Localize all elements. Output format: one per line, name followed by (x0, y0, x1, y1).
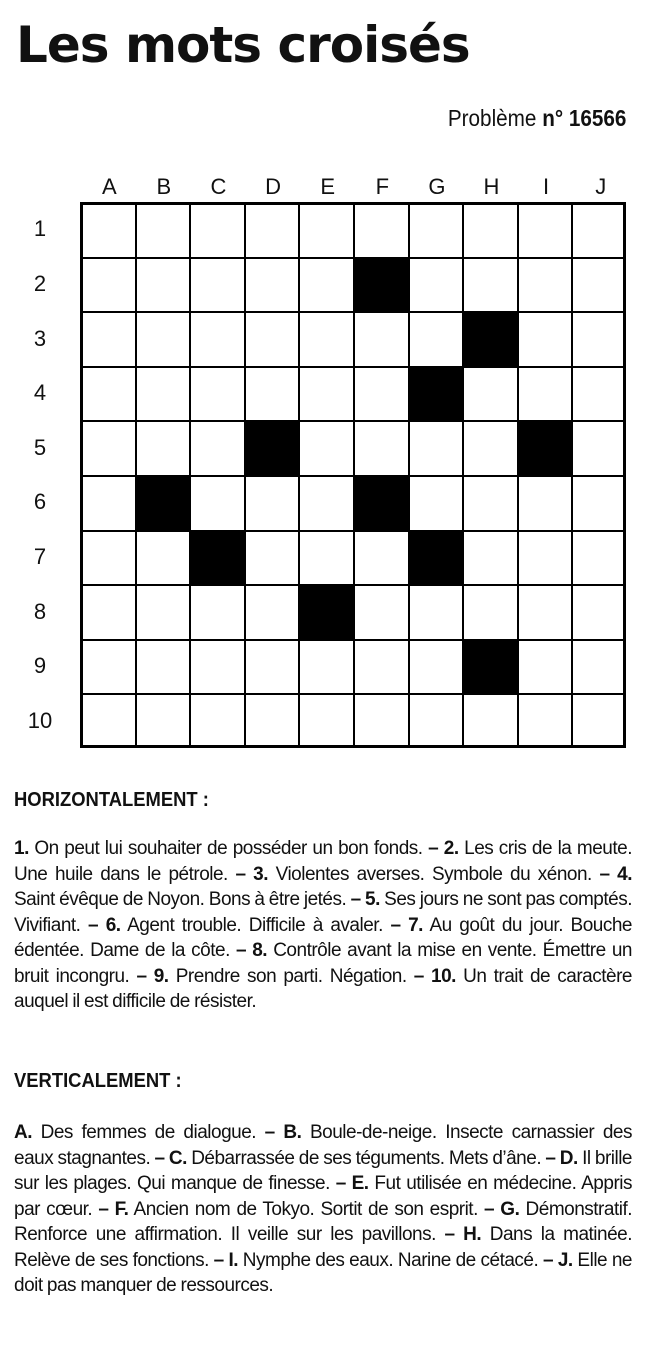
horizontal-heading: HORIZONTALEMENT : (14, 789, 209, 811)
problem-number-value: 16566 (568, 105, 626, 131)
grid-cell-J7 (571, 530, 626, 585)
horizontal-clue-number: – 3. (235, 863, 269, 885)
grid-cell-B10 (135, 693, 190, 748)
row-label: 7 (33, 543, 47, 569)
grid-cell-D3 (244, 311, 299, 366)
grid-cell-I3 (517, 311, 572, 366)
horizontal-clues (14, 836, 632, 1015)
grid-cell-H1 (462, 202, 517, 257)
problem-number (447, 104, 626, 132)
horizontal-clue-text: Ses jours ne sont pas comptés. Vivifiant. (14, 889, 632, 936)
grid-cell-D10 (244, 693, 299, 748)
crossword-grid (80, 202, 628, 750)
grid-cell-E4 (298, 366, 353, 421)
horizontal-clue-number: – 7. (390, 914, 423, 936)
grid-line-vertical (571, 202, 573, 748)
grid-cell-A2 (80, 257, 135, 312)
grid-cell-E2 (298, 257, 353, 312)
grid-cell-H5 (462, 420, 517, 475)
column-label: B (156, 174, 172, 199)
horizontal-clue-text: Violentes averses. Symbole du xénon. (268, 863, 600, 885)
horizontal-clue-number: – 8. (236, 940, 268, 961)
grid-cell-H2 (462, 257, 517, 312)
grid-line-horizontal (80, 530, 626, 532)
grid-cell-C2 (189, 257, 244, 312)
grid-line-vertical (623, 202, 626, 748)
grid-cell-E8 (298, 584, 353, 639)
column-label: G (428, 174, 446, 199)
grid-cell-H4 (462, 366, 517, 421)
grid-cell-D8 (244, 584, 299, 639)
grid-cell-D6 (244, 475, 299, 530)
horizontal-clue-number: – 10. (413, 965, 456, 987)
grid-line-horizontal (80, 639, 626, 641)
grid-cell-B4 (135, 366, 190, 421)
vertical-clue-text: Ancien nom de Tokyo. Sortit de son esprit. (128, 1198, 485, 1220)
problem-number-prefix: n° (541, 105, 563, 131)
grid-line-horizontal (80, 693, 626, 695)
grid-cell-E7 (298, 530, 353, 585)
grid-cell-G6 (408, 475, 463, 530)
grid-cell-E6 (298, 475, 353, 530)
vertical-clue-number: – B. (264, 1122, 302, 1143)
row-label: 5 (33, 434, 47, 460)
grid-cell-G3 (408, 311, 463, 366)
row-label: 3 (33, 325, 47, 351)
vertical-clue-number: A. (14, 1122, 32, 1143)
grid-cell-D5 (244, 420, 299, 475)
problem-label: Problème (447, 105, 536, 131)
vertical-clue-text: Nymphe des eaux. Narine de cétacé. (238, 1249, 544, 1271)
vertical-clues (14, 1120, 632, 1299)
grid-cell-H6 (462, 475, 517, 530)
grid-cell-H7 (462, 530, 517, 585)
grid-cell-I5 (517, 420, 572, 475)
vertical-clue-text: Dans la matinée. Relève de ses fonctions. (14, 1224, 632, 1271)
vertical-clue-text: Des femmes de dialogue. (32, 1122, 265, 1143)
grid-cell-A9 (80, 639, 135, 694)
horizontal-clue-text: Prendre son parti. Négation. (168, 965, 414, 987)
grid-cell-F5 (353, 420, 408, 475)
grid-cell-G9 (408, 639, 463, 694)
column-label: F (375, 174, 390, 199)
vertical-clue-text: Débarrassée de ses téguments. Mets d’âne. (186, 1147, 546, 1169)
grid-cell-B8 (135, 584, 190, 639)
grid-cell-C10 (189, 693, 244, 748)
grid-cell-E5 (298, 420, 353, 475)
grid-cell-G2 (408, 257, 463, 312)
column-label: C (210, 174, 227, 199)
grid-cell-D1 (244, 202, 299, 257)
grid-cell-J6 (571, 475, 626, 530)
grid-cell-H8 (462, 584, 517, 639)
grid-cell-F7 (353, 530, 408, 585)
vertical-clue-text: Boule-de-neige. Insecte carnassier des eaux stagnantes. (14, 1122, 632, 1169)
vertical-clue-number: – C. (154, 1147, 187, 1169)
vertical-clue-text: Elle ne doit pas manquer de ressources. (14, 1249, 632, 1296)
vertical-clue-number: – D. (545, 1147, 578, 1169)
grid-cell-I10 (517, 693, 572, 748)
grid-cell-C5 (189, 420, 244, 475)
horizontal-clue-number: – 4. (599, 863, 633, 885)
grid-cell-B7 (135, 530, 190, 585)
grid-cell-F2 (353, 257, 408, 312)
vertical-clue-number: – H. (444, 1224, 482, 1245)
grid-cell-F8 (353, 584, 408, 639)
grid-cell-F6 (353, 475, 408, 530)
row-label: 6 (33, 489, 47, 515)
grid-cell-G10 (408, 693, 463, 748)
vertical-clue-number: – I. (213, 1249, 239, 1271)
horizontal-clue-number: – 6. (88, 914, 121, 936)
vertical-heading: VERTICALEMENT : (14, 1070, 182, 1092)
grid-cell-C6 (189, 475, 244, 530)
grid-cell-I1 (517, 202, 572, 257)
grid-cell-E10 (298, 693, 353, 748)
grid-cell-J2 (571, 257, 626, 312)
column-label: I (543, 174, 550, 199)
row-label: 10 (27, 707, 53, 733)
grid-cell-F1 (353, 202, 408, 257)
grid-cell-F9 (353, 639, 408, 694)
grid-line-vertical (462, 202, 464, 748)
grid-line-horizontal (80, 584, 626, 586)
horizontal-clue-text: Au goût du jour. Bouche édentée. Dame de la côte. (14, 914, 632, 961)
grid-cell-J3 (571, 311, 626, 366)
grid-line-vertical (517, 202, 519, 748)
grid-line-vertical (408, 202, 410, 748)
grid-line-horizontal (80, 475, 626, 477)
grid-cell-J1 (571, 202, 626, 257)
grid-cell-J4 (571, 366, 626, 421)
grid-cell-J10 (571, 693, 626, 748)
grid-cell-A8 (80, 584, 135, 639)
column-label: H (483, 174, 500, 199)
column-label: D (265, 174, 282, 199)
grid-cell-J8 (571, 584, 626, 639)
grid-cell-C3 (189, 311, 244, 366)
grid-cell-I2 (517, 257, 572, 312)
column-label: A (101, 174, 117, 199)
grid-cell-D9 (244, 639, 299, 694)
grid-cell-A1 (80, 202, 135, 257)
horizontal-clue-number: – 2. (428, 838, 459, 859)
grid-cell-G5 (408, 420, 463, 475)
horizontal-clue-number: – 9. (136, 965, 169, 987)
grid-cell-E9 (298, 639, 353, 694)
grid-cell-F4 (353, 366, 408, 421)
horizontal-clue-text: On peut lui souhaiter de posséder un bon fonds. (28, 838, 429, 859)
grid-cell-A3 (80, 311, 135, 366)
horizontal-clue-text: Saint évêque de Noyon. Bons à être jetés. (14, 889, 351, 910)
page-title: Les mots croisés (16, 16, 470, 74)
grid-cell-G7 (408, 530, 463, 585)
grid-line-horizontal (80, 745, 626, 748)
horizontal-clue-text: Agent trouble. Difficile à avaler. (120, 914, 391, 936)
grid-cell-B6 (135, 475, 190, 530)
grid-cell-B1 (135, 202, 190, 257)
grid-cell-F10 (353, 693, 408, 748)
grid-cell-G1 (408, 202, 463, 257)
grid-cell-B9 (135, 639, 190, 694)
grid-cell-D2 (244, 257, 299, 312)
grid-cell-J9 (571, 639, 626, 694)
grid-cell-C8 (189, 584, 244, 639)
grid-cell-C4 (189, 366, 244, 421)
grid-cell-A6 (80, 475, 135, 530)
horizontal-clue-number: – 5. (350, 889, 380, 910)
grid-cell-I7 (517, 530, 572, 585)
vertical-clue-text: Démonstratif. Renforce une affirmation. Il veille sur les pavillons. (14, 1198, 633, 1245)
horizontal-clue-text: Les cris de la meute. Une huile dans le pétrole. (14, 838, 632, 885)
grid-cell-H3 (462, 311, 517, 366)
grid-cell-D7 (244, 530, 299, 585)
grid-cell-C9 (189, 639, 244, 694)
vertical-clue-number: – F. (98, 1198, 129, 1220)
row-label: 8 (33, 598, 47, 624)
grid-cell-B5 (135, 420, 190, 475)
row-label: 1 (33, 216, 47, 242)
vertical-clue-number: – E. (335, 1173, 369, 1194)
vertical-clue-number: – G. (484, 1198, 520, 1220)
grid-cell-H9 (462, 639, 517, 694)
grid-cell-I8 (517, 584, 572, 639)
grid-cell-F3 (353, 311, 408, 366)
grid-cell-B2 (135, 257, 190, 312)
row-label: 9 (33, 653, 47, 679)
grid-cell-D4 (244, 366, 299, 421)
horizontal-clue-number: 1. (14, 838, 29, 859)
horizontal-clue-text: Un trait de caractère auquel il est difficile de résister. (14, 965, 632, 1012)
row-label: 4 (33, 380, 47, 406)
vertical-clue-number: – J. (543, 1249, 573, 1271)
grid-cell-A10 (80, 693, 135, 748)
vertical-clue-text: Il brille sur les plages. Qui manque de finesse. (14, 1147, 632, 1194)
grid-cell-G8 (408, 584, 463, 639)
horizontal-clue-text: Contrôle avant la mise en vente. Émettre un bruit incongru. (14, 940, 632, 987)
grid-cell-H10 (462, 693, 517, 748)
grid-cell-I4 (517, 366, 572, 421)
column-label: E (320, 174, 336, 199)
grid-cell-A4 (80, 366, 135, 421)
grid-cell-I9 (517, 639, 572, 694)
grid-cell-I6 (517, 475, 572, 530)
column-label: J (595, 174, 607, 199)
grid-cell-G4 (408, 366, 463, 421)
vertical-clue-text: Fut utilisée en médecine. Appris par cœur. (14, 1173, 632, 1220)
grid-cell-C7 (189, 530, 244, 585)
row-label: 2 (33, 270, 47, 296)
grid-cell-A7 (80, 530, 135, 585)
grid-cell-E3 (298, 311, 353, 366)
grid-cell-A5 (80, 420, 135, 475)
grid-cell-E1 (298, 202, 353, 257)
grid-cell-C1 (189, 202, 244, 257)
grid-cell-J5 (571, 420, 626, 475)
grid-cell-B3 (135, 311, 190, 366)
